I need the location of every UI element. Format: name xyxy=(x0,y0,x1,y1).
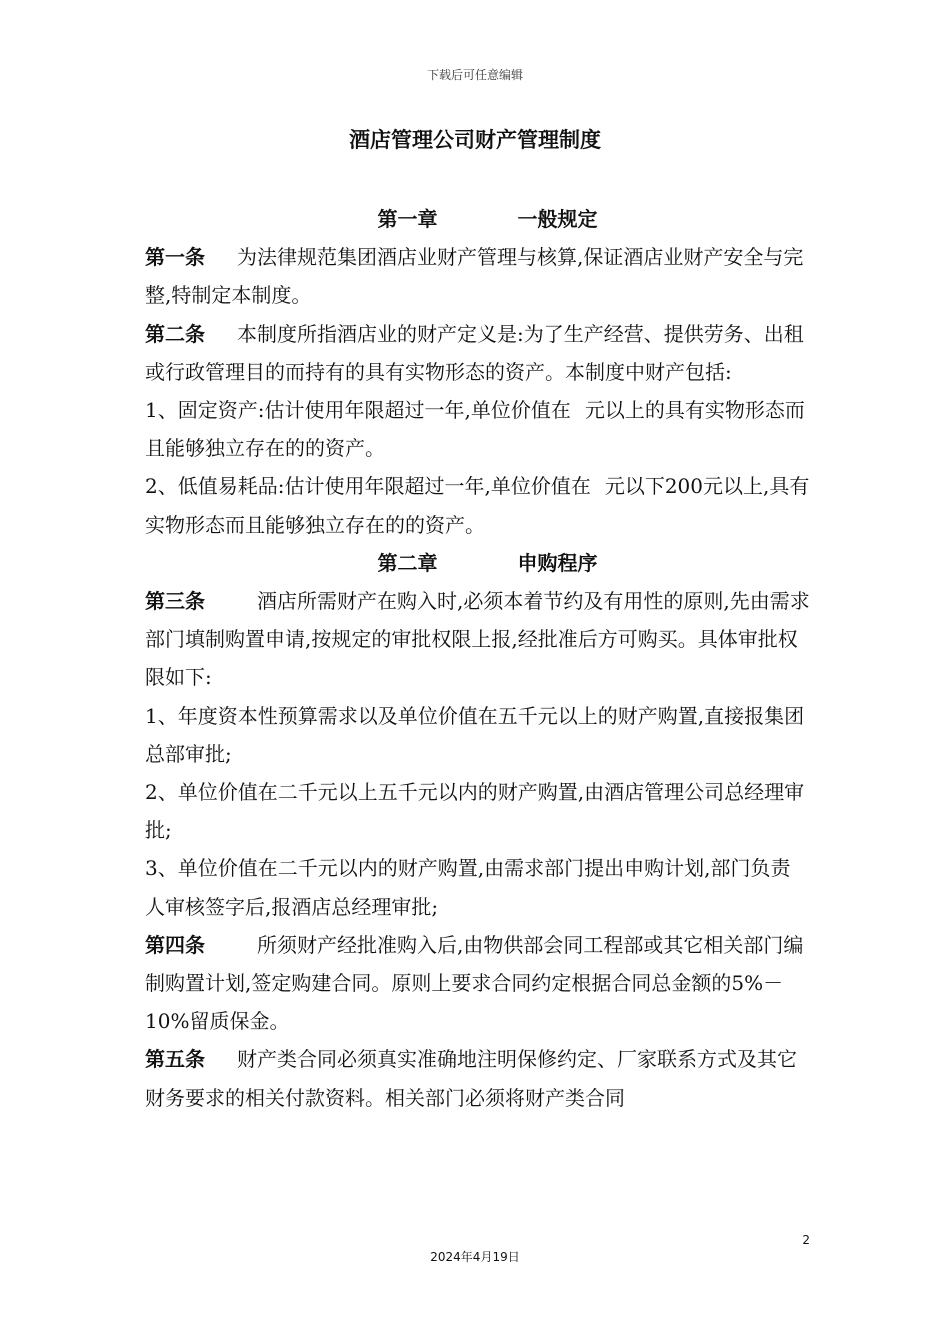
chapter-heading-1 xyxy=(145,200,810,238)
document-body xyxy=(145,200,810,1117)
article-5 xyxy=(145,1040,810,1116)
article-text: 财产类合同必须真实准确地注明保修约定、厂家联系方式及其它财务要求的相关付款资料。相关部门必须将财产类合同 xyxy=(145,1047,797,1110)
page-number: 2 xyxy=(802,1233,810,1247)
article-3 xyxy=(145,582,810,697)
article-text: 所须财产经批准购入后,由物供部会同工程部或其它相关部门编制购置计划,签定购建合同。原则上要求合同约定根据合同总金额的5%－10%留质保金。 xyxy=(145,932,804,1034)
article-text: 为法律规范集团酒店业财产管理与核算,保证酒店业财产安全与完整,特制定本制度。 xyxy=(145,245,804,308)
chapter-name: 一般规定 xyxy=(517,207,598,231)
article-text: 酒店所需财产在购入时,必须本着节约及有用性的原则,先由需求部门填制购置申请,按规定的审批权限上报,经批准后方可购买。具体审批权限如下: xyxy=(145,589,810,690)
article-text: 本制度所指酒店业的财产定义是:为了生产经营、提供劳务、出租或行政管理目的而持有的具有实物形态的资产。本制度中财产包括: xyxy=(145,321,804,384)
document-title: 酒店管理公司财产管理制度 xyxy=(349,128,601,152)
article-2 xyxy=(145,315,810,391)
list-item: 2、低值易耗品:估计使用年限超过一年,单位价值在 元以下200元以上,具有实物形态而且能够独立存在的的资产。 xyxy=(145,474,810,537)
article-label: 第二条 xyxy=(145,321,205,346)
chapter-heading-2 xyxy=(145,544,810,582)
chapter-number: 第二章 xyxy=(377,550,438,575)
article-4 xyxy=(145,926,810,1041)
list-item: 2、单位价值在二千元以上五千元以内的财产购置,由酒店管理公司总经理审批; xyxy=(145,780,805,843)
article-label: 第三条 xyxy=(145,589,205,614)
article-label: 第一条 xyxy=(145,245,205,270)
article-label: 第五条 xyxy=(145,1047,205,1072)
chapter-number: 第一章 xyxy=(377,207,438,231)
article-1 xyxy=(145,238,810,314)
footer-date: 2024年4月19日 xyxy=(430,1250,520,1264)
article-label: 第四条 xyxy=(145,932,205,957)
header-note: 下载后可任意编辑 xyxy=(426,68,523,82)
list-item: 3、单位价值在二千元以内的财产购置,由需求部门提出申购计划,部门负责人审核签字后,报酒店总经理审批; xyxy=(145,856,791,919)
chapter-name: 申购程序 xyxy=(517,550,598,575)
list-item: 1、固定资产:估计使用年限超过一年,单位价值在 元以上的具有实物形态而且能够独立存在的的资产。 xyxy=(145,398,805,461)
list-item: 1、年度资本性预算需求以及单位价值在五千元以上的财产购置,直接报集团总部审批; xyxy=(145,703,805,766)
